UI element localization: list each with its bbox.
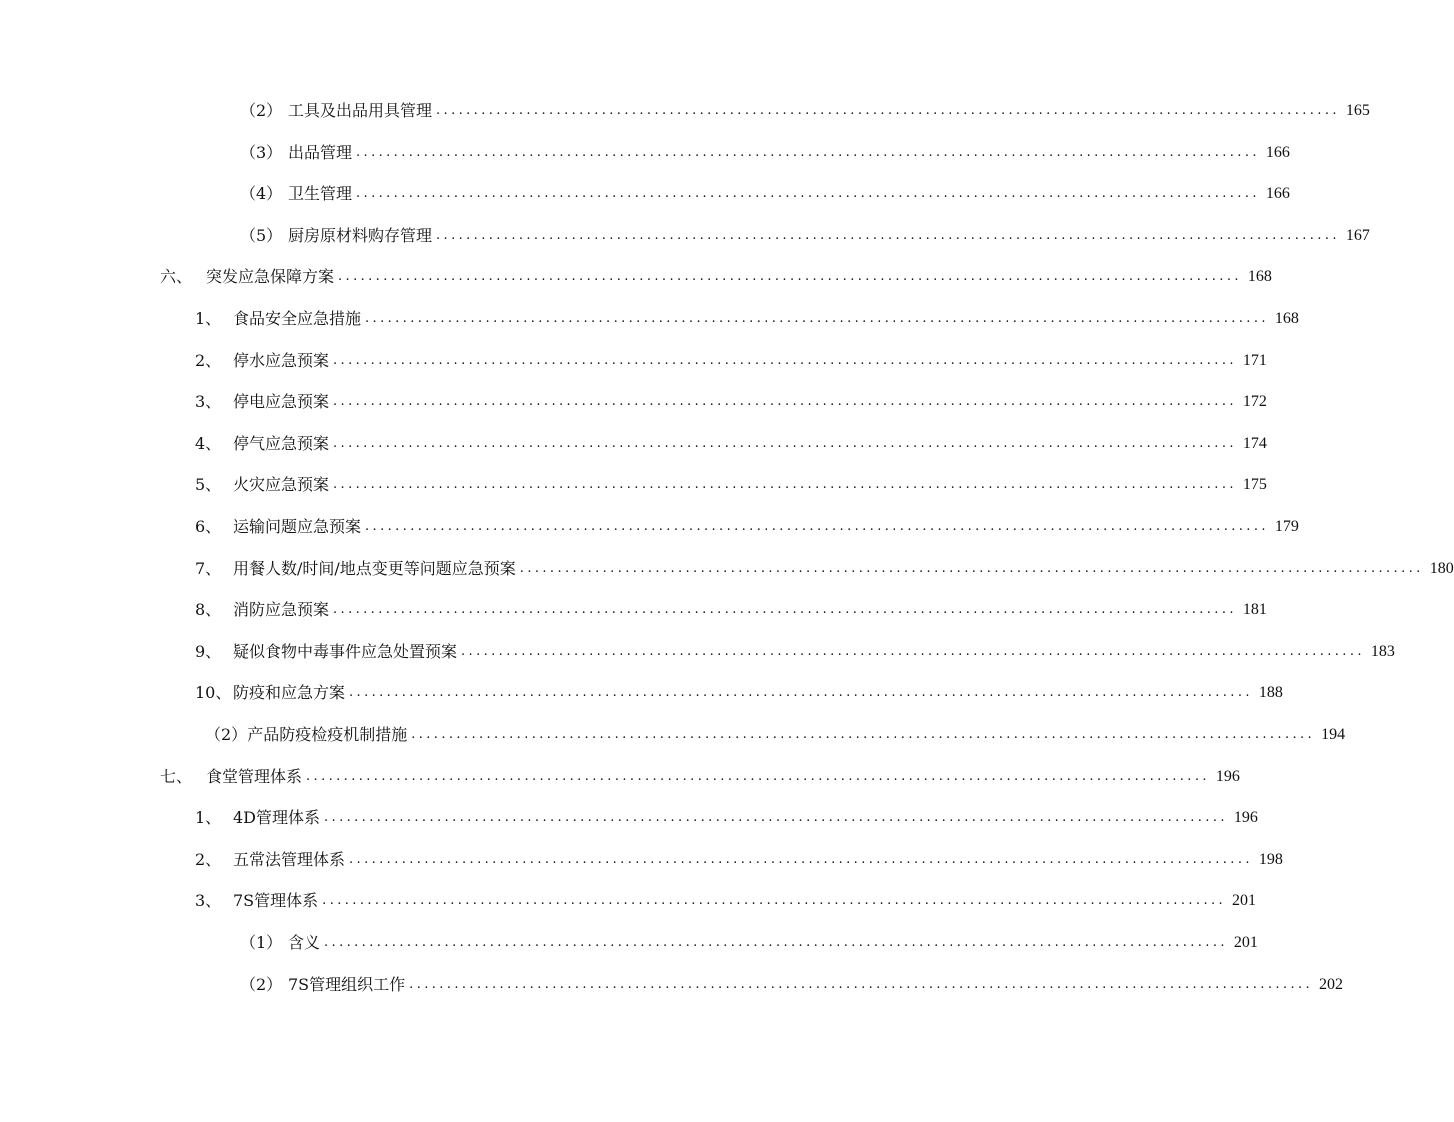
toc-entry[interactable]: [195, 387, 1267, 417]
toc-entry-page-number: 180: [1429, 559, 1454, 577]
toc-entry-page-number: 196: [1215, 767, 1240, 785]
toc-dot-leader: ........................................................................................................................: [519, 560, 1424, 576]
toc-entry-page-number: 171: [1242, 351, 1267, 369]
toc-entry[interactable]: [240, 96, 1370, 126]
toc-entry-title: 疑似食物中毒事件应急处置预案: [233, 641, 458, 661]
toc-entry-title: 用餐人数/时间/地点变更等问题应急预案: [233, 558, 516, 578]
toc-entry-title: 7S管理体系: [233, 891, 319, 911]
toc-entry-page-number: 174: [1242, 434, 1267, 452]
toc-entry-number: 3、: [195, 891, 222, 911]
toc-entry-number: （1）: [240, 933, 283, 952]
toc-entry[interactable]: [160, 762, 1240, 792]
toc-dot-leader: ........................................................................................................................: [436, 103, 1340, 118]
toc-entry-title: 厨房原材料购存管理: [288, 225, 433, 245]
toc-entry[interactable]: [160, 262, 1272, 292]
toc-entry-title: 防疫和应急方案: [233, 683, 346, 703]
toc-dot-leader: ........................................................................................................................: [333, 394, 1237, 410]
toc-entry[interactable]: [195, 304, 1299, 334]
toc-entry[interactable]: [195, 637, 1395, 667]
toc-entry[interactable]: [195, 595, 1267, 625]
toc-entry[interactable]: [195, 554, 1454, 584]
toc-entry[interactable]: [240, 221, 1370, 251]
toc-entry[interactable]: [240, 179, 1290, 209]
toc-entry-title: 食堂管理体系: [206, 766, 303, 786]
toc-entry-number: （3）: [240, 142, 283, 162]
toc-dot-leader: ........................................................................................................................: [349, 851, 1253, 867]
toc-entry-page-number: 168: [1274, 310, 1299, 327]
toc-entry[interactable]: [195, 678, 1283, 708]
toc-entry-page-number: 179: [1274, 518, 1299, 535]
toc-entry-page-number: 166: [1265, 143, 1290, 161]
toc-entry-number: 7、: [195, 558, 222, 578]
toc-dot-leader: ........................................................................................................................: [436, 227, 1340, 243]
toc-entry-number: 8、: [195, 600, 222, 620]
toc-entry-page-number: 201: [1232, 892, 1257, 910]
toc-entry-title: 4D管理体系: [233, 808, 321, 828]
toc-dot-leader: ........................................................................................................................: [333, 435, 1237, 451]
toc-entry[interactable]: [195, 845, 1283, 875]
toc-entry[interactable]: [195, 346, 1267, 376]
toc-entry[interactable]: [240, 138, 1290, 168]
toc-entry-number: 6、: [195, 517, 222, 536]
toc-entry-title: 停气应急预案: [233, 433, 330, 453]
toc-entry-page-number: 188: [1258, 684, 1283, 702]
toc-entry-number: 3、: [195, 392, 222, 412]
toc-entry-title: 食品安全应急措施: [233, 309, 362, 328]
toc-entry-page-number: 167: [1345, 226, 1370, 244]
toc-entry[interactable]: [195, 429, 1267, 459]
toc-dot-leader: ........................................................................................................................: [322, 893, 1227, 909]
toc-entry-page-number: 201: [1233, 934, 1258, 951]
toc-entry-page-number: 196: [1233, 809, 1258, 827]
toc-entry[interactable]: [195, 470, 1267, 500]
toc-entry-number: 10、: [195, 683, 232, 703]
toc-entry-number: （2）: [240, 974, 283, 994]
toc-entry-page-number: 165: [1345, 102, 1370, 119]
toc-dot-leader: ........................................................................................................................: [338, 269, 1242, 285]
toc-dot-leader: ........................................................................................................................: [306, 768, 1210, 784]
toc-entry-page-number: 181: [1242, 601, 1267, 619]
toc-dot-leader: ........................................................................................................................: [333, 477, 1237, 493]
toc-entry-number: 六、: [160, 267, 193, 287]
toc-entry-page-number: 183: [1370, 642, 1395, 660]
toc-entry-title: 产品防疫检疫机制措施: [247, 725, 408, 744]
toc-entry-page-number: 166: [1265, 185, 1290, 203]
toc-dot-leader: ........................................................................................................................: [324, 810, 1228, 826]
toc-entry-number: 2、: [195, 350, 222, 370]
toc-entry[interactable]: [195, 886, 1257, 916]
toc-entry-number: （2）: [240, 101, 283, 120]
toc-dot-leader: ........................................................................................................................: [324, 935, 1228, 950]
toc-entry-title: 消防应急预案: [233, 600, 330, 620]
toc-dot-leader: ........................................................................................................................: [365, 311, 1269, 326]
toc-dot-leader: ........................................................................................................................: [356, 186, 1260, 202]
toc-dot-leader: ........................................................................................................................: [356, 144, 1260, 160]
toc-entry-title: 停水应急预案: [233, 350, 330, 370]
toc-entry-title: 工具及出品用具管理: [288, 101, 433, 120]
toc-entry-page-number: 194: [1321, 726, 1346, 743]
toc-entry-number: 4、: [195, 433, 222, 453]
toc-entry-number: （5）: [240, 225, 283, 245]
toc-entry[interactable]: [195, 512, 1299, 542]
toc-dot-leader: ........................................................................................................................: [409, 976, 1314, 992]
toc-entry-title: 运输问题应急预案: [233, 517, 362, 536]
toc-entry-title: 7S管理组织工作: [288, 974, 406, 994]
toc-entry-page-number: 202: [1319, 975, 1344, 993]
toc-entry-page-number: 175: [1242, 476, 1267, 494]
toc-dot-leader: ........................................................................................................................: [461, 643, 1365, 659]
toc-entry[interactable]: [205, 720, 1346, 750]
toc-entry-title: 含义: [288, 933, 321, 952]
toc-entry-page-number: 168: [1247, 268, 1272, 286]
toc-entry-title: 突发应急保障方案: [206, 267, 335, 287]
toc-entry-number: （4）: [240, 184, 283, 204]
toc-entry[interactable]: [240, 970, 1344, 1000]
toc-entry-number: 七、: [160, 766, 193, 786]
toc-entry-title: 停电应急预案: [233, 392, 330, 412]
toc-dot-leader: ........................................................................................................................: [333, 602, 1237, 618]
toc-entry-number: 5、: [195, 475, 222, 495]
toc-entry-number: （2）: [205, 725, 248, 744]
toc-entry-number: 1、: [195, 808, 222, 828]
toc-entry-title: 火灾应急预案: [233, 475, 330, 495]
toc-entry-number: 9、: [195, 641, 222, 661]
toc-entry[interactable]: [195, 803, 1258, 833]
toc-dot-leader: ........................................................................................................................: [365, 519, 1269, 534]
toc-dot-leader: ........................................................................................................................: [333, 352, 1237, 368]
toc-entry-page-number: 198: [1258, 850, 1283, 868]
toc-entry-title: 五常法管理体系: [233, 849, 346, 869]
toc-dot-leader: ........................................................................................................................: [411, 727, 1316, 742]
toc-entry-page-number: 172: [1242, 393, 1267, 411]
toc-dot-leader: ........................................................................................................................: [349, 685, 1253, 701]
toc-entry-number: 1、: [195, 309, 222, 328]
toc-entry-title: 卫生管理: [288, 184, 353, 204]
toc-entry[interactable]: [240, 928, 1258, 958]
toc-entry-title: 出品管理: [288, 142, 353, 162]
toc-entry-number: 2、: [195, 849, 222, 869]
